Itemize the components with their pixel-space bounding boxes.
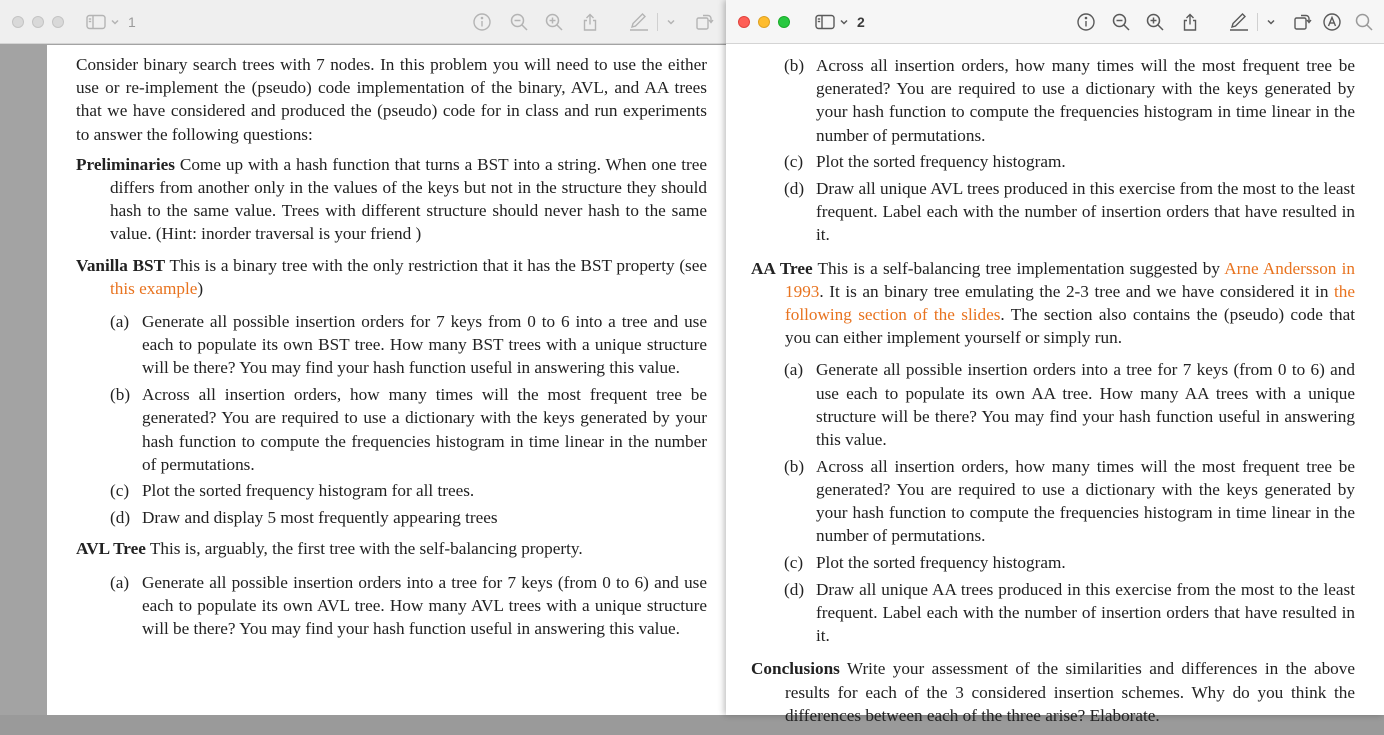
document-text bbox=[751, 54, 1355, 735]
item-text: Draw all unique AA trees produced in this exercise from the most to the least frequent. Label each with the number of insertion orders that have resulted in it. bbox=[816, 579, 1355, 646]
sidebar-icon bbox=[86, 14, 106, 30]
list-item bbox=[110, 506, 707, 529]
zoom-out-button[interactable] bbox=[1109, 10, 1133, 34]
rotate-icon bbox=[1292, 12, 1312, 32]
info-button[interactable] bbox=[1074, 10, 1098, 34]
search-button[interactable] bbox=[1352, 10, 1376, 34]
item-label: (c) bbox=[784, 152, 804, 172]
window-toolbar bbox=[0, 0, 726, 44]
preview-window-2 bbox=[726, 0, 1384, 725]
minimize-button[interactable] bbox=[32, 16, 44, 28]
item-text: Plot the sorted frequency histogram for all trees. bbox=[142, 481, 475, 501]
aa-tree-text: This is a self-balancing tree implementation suggested by bbox=[817, 258, 1225, 278]
item-text: Draw and display 5 most frequently appearing trees bbox=[142, 508, 498, 528]
item-label: (a) bbox=[784, 360, 804, 380]
pdf-page-2 bbox=[726, 45, 1384, 725]
sidebar-menu-button[interactable] bbox=[110, 10, 120, 34]
list-item bbox=[110, 383, 707, 476]
vanilla-bst-text: This is a binary tree with the only restriction that it has the BST property (see bbox=[169, 255, 707, 275]
item-label: (a) bbox=[110, 572, 130, 592]
vanilla-bst-section bbox=[76, 254, 707, 300]
traffic-lights bbox=[12, 16, 64, 28]
share-icon bbox=[1181, 12, 1199, 32]
share-button[interactable] bbox=[578, 10, 602, 34]
sidebar-toggle-button[interactable] bbox=[86, 10, 106, 34]
list-item bbox=[784, 150, 1355, 173]
share-button[interactable] bbox=[1178, 10, 1202, 34]
conclusions-heading: Conclusions bbox=[751, 659, 840, 679]
close-button[interactable] bbox=[738, 16, 750, 28]
sidebar-icon bbox=[815, 14, 835, 30]
rotate-icon bbox=[694, 12, 714, 32]
preliminaries-heading: Preliminaries bbox=[76, 154, 175, 174]
conclusions-section bbox=[751, 657, 1355, 727]
preliminaries-text: Come up with a hash function that turns a BST into a string. When one tree differs from another only in the values of the keys but not in the structure they should hash to the same value. Trees with different structure should never hash to the same value. (Hint: inorder traversal is your friend ) bbox=[110, 154, 708, 244]
item-label: (d) bbox=[784, 579, 805, 599]
page-number: 1 bbox=[128, 13, 136, 30]
aa-tree-items bbox=[784, 358, 1355, 647]
window-toolbar bbox=[726, 0, 1384, 44]
list-item bbox=[110, 479, 707, 502]
item-label: (c) bbox=[784, 553, 804, 573]
annotate-button[interactable] bbox=[1320, 10, 1344, 34]
arne-andersson-link[interactable]: Arne Andersson in 1993 bbox=[785, 258, 1356, 301]
rotate-button[interactable] bbox=[1290, 10, 1314, 34]
zoom-in-icon bbox=[544, 12, 564, 32]
pen-icon bbox=[628, 12, 650, 32]
item-text: Plot the sorted frequency histogram. bbox=[816, 553, 1066, 573]
list-item bbox=[110, 310, 707, 380]
sidebar-toggle-button[interactable] bbox=[815, 10, 835, 34]
zoom-out-icon bbox=[509, 12, 529, 32]
info-icon bbox=[1076, 12, 1096, 32]
minimize-button[interactable] bbox=[758, 16, 770, 28]
page-number: 2 bbox=[857, 13, 865, 30]
zoom-in-icon bbox=[1145, 12, 1165, 32]
list-item bbox=[784, 177, 1355, 247]
item-text: Across all insertion orders, how many times will the most frequent tree be generated? You are required to use a dictionary with the keys generated by your hash function to compute the frequencies histogram in time linear in the number of permutations. bbox=[816, 56, 1355, 145]
zoom-in-button[interactable] bbox=[1143, 10, 1167, 34]
close-button[interactable] bbox=[12, 16, 24, 28]
conclusions-text: Write your assessment of the similarities and differences in the above results for each of the 3 considered insertion schemes. Why do you think the differences between each of the three arise? Elaborate. bbox=[785, 659, 1355, 725]
item-label: (d) bbox=[784, 179, 805, 199]
item-text: Draw all unique AVL trees produced in this exercise from the most to the least frequent. Label each with the number of insertion orders that have resulted in it. bbox=[816, 179, 1355, 245]
markup-toolbar-icon bbox=[1322, 12, 1342, 32]
item-text: Generate all possible insertion orders for 7 keys from 0 to 6 into a tree and use each to populate its own BST tree. How many BST trees with a unique structure will be there? You may find your hash function useful in answering this value. bbox=[142, 312, 707, 378]
aa-tree-heading: AA Tree bbox=[751, 258, 813, 278]
list-item bbox=[784, 551, 1355, 574]
item-text: Across all insertion orders, how many times will the most frequent tree be generated? You are required to use a dictionary with the keys generated by your hash function to compute the frequencies histogram in time linear in the number of permutations. bbox=[142, 385, 707, 474]
avl-tree-items-continued bbox=[784, 54, 1355, 247]
item-label: (d) bbox=[110, 508, 131, 528]
zoom-in-button[interactable] bbox=[542, 10, 566, 34]
aa-tree-text-2: . It is an binary tree emulating the 2-3 tree and we have considered it in bbox=[819, 281, 1334, 301]
share-icon bbox=[581, 12, 599, 32]
intro-paragraph: Consider binary search trees with 7 nodes. In this problem you will need to use the either use or re-implement the (pseudo) code implementation of the binary, AVL, and AA trees that we have considered and produced the (pseudo) code for in class and run experiments to answer the following questions: bbox=[76, 55, 707, 144]
list-item bbox=[110, 571, 707, 641]
list-item bbox=[784, 455, 1355, 548]
vanilla-bst-heading: Vanilla BST bbox=[76, 255, 166, 275]
item-label: (b) bbox=[110, 385, 131, 405]
rotate-button[interactable] bbox=[692, 10, 716, 34]
sidebar-menu-button[interactable] bbox=[839, 10, 849, 34]
item-label: (a) bbox=[110, 312, 130, 332]
info-button[interactable] bbox=[470, 10, 494, 34]
item-text: Plot the sorted frequency histogram. bbox=[816, 152, 1066, 172]
this-example-link[interactable]: this example bbox=[110, 278, 198, 298]
list-item bbox=[784, 54, 1355, 147]
pdf-page-1 bbox=[47, 45, 726, 715]
slides-section-link[interactable]: the following section of the slides bbox=[785, 281, 1355, 325]
item-text: Generate all possible insertion orders into a tree for 7 keys (from 0 to 6) and use each to populate its own AA tree. How many AA trees with a unique structure will be there? You may find your hash function useful in answering this value. bbox=[816, 360, 1355, 450]
chevron-down-icon bbox=[839, 18, 849, 26]
zoom-out-icon bbox=[1111, 12, 1131, 32]
aa-tree-section bbox=[751, 257, 1355, 350]
avl-tree-text: This is, arguably, the first tree with the self-balancing property. bbox=[149, 539, 583, 559]
preliminaries-section bbox=[76, 153, 707, 246]
markup-menu-button[interactable] bbox=[666, 10, 676, 34]
item-label: (b) bbox=[784, 456, 805, 476]
markup-menu-button[interactable] bbox=[1266, 10, 1276, 34]
chevron-down-icon bbox=[1266, 18, 1276, 26]
zoom-out-button[interactable] bbox=[507, 10, 531, 34]
avl-tree-heading: AVL Tree bbox=[76, 539, 146, 559]
item-text: Across all insertion orders, how many times will the most frequent tree be generated? You are required to use a dictionary with the keys generated by your hash function to compute the frequencies histogram in time linear in the number of permutations. bbox=[816, 456, 1355, 546]
zoom-button[interactable] bbox=[778, 16, 790, 28]
item-label: (c) bbox=[110, 481, 130, 501]
list-item bbox=[784, 578, 1355, 648]
document-text bbox=[76, 53, 707, 648]
vanilla-bst-text-end: ) bbox=[197, 278, 204, 298]
markup-button[interactable] bbox=[1227, 10, 1251, 34]
zoom-button[interactable] bbox=[52, 16, 64, 28]
markup-button[interactable] bbox=[627, 10, 651, 34]
pen-icon bbox=[1228, 12, 1250, 32]
chevron-down-icon bbox=[666, 18, 676, 26]
aa-tree-text-3: . The section also contains the (pseudo) code that you can either implement yourself or simply run. bbox=[785, 305, 1355, 348]
chevron-down-icon bbox=[110, 18, 120, 26]
avl-tree-section bbox=[76, 537, 707, 560]
list-item bbox=[784, 358, 1355, 451]
avl-tree-items bbox=[110, 571, 707, 641]
item-text: Generate all possible insertion orders into a tree for 7 keys (from 0 to 6) and use each to populate its own AVL tree. How many AVL trees with a unique structure will be there? You may find your hash function useful in answering this value. bbox=[142, 572, 707, 638]
info-icon bbox=[472, 12, 492, 32]
search-icon bbox=[1354, 12, 1374, 32]
traffic-lights bbox=[738, 16, 790, 28]
vanilla-bst-items bbox=[110, 310, 707, 529]
item-label: (b) bbox=[784, 56, 805, 75]
